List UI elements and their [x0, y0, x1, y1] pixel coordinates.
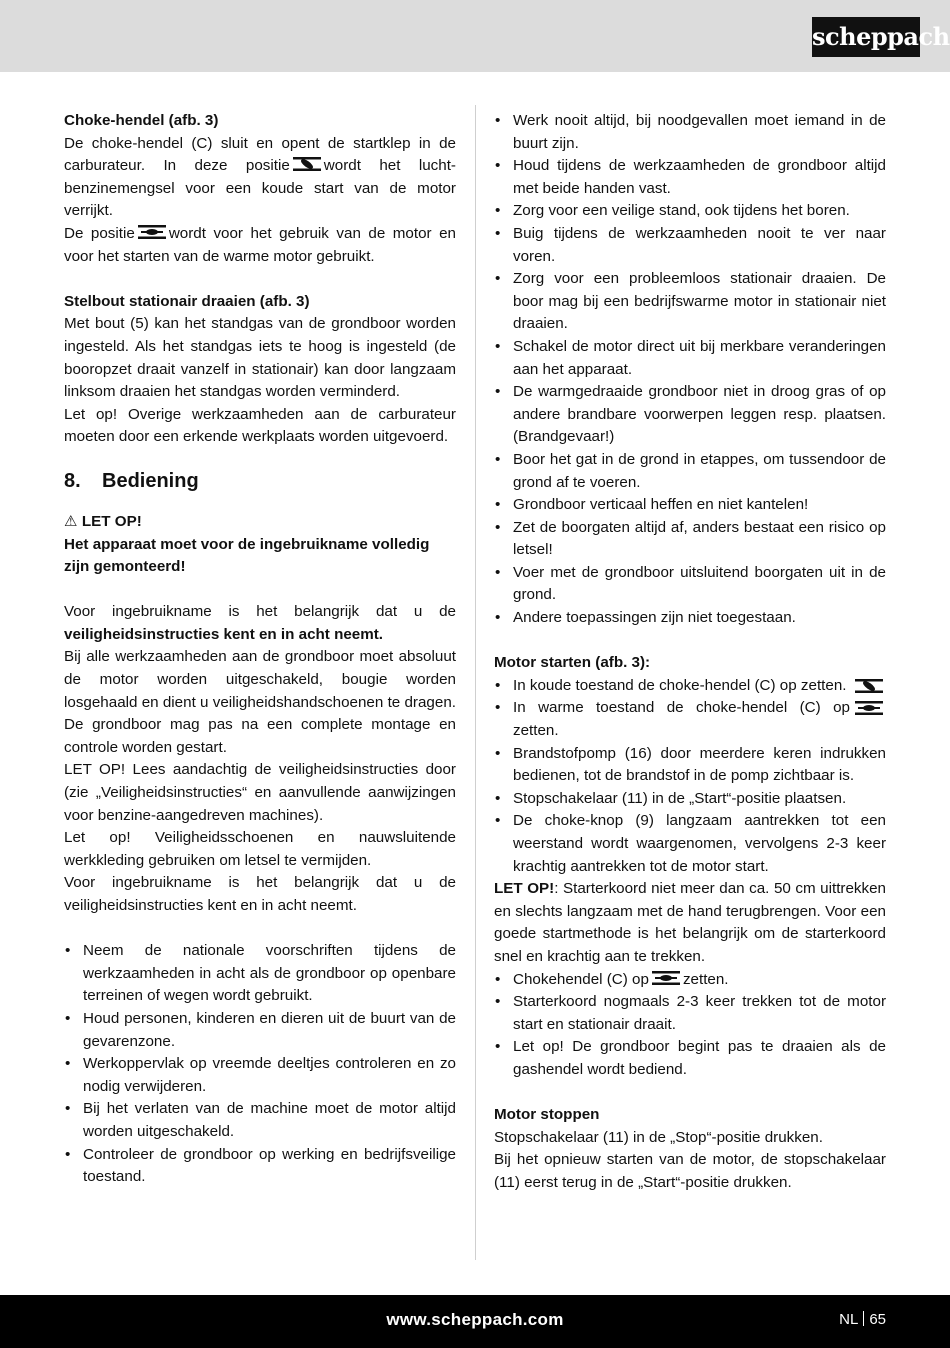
list-item: • Let op! De grondboor begint pas te draaien als de gashendel wordt bediend. [494, 1036, 886, 1081]
idle-screw-paragraph: Met bout (5) kan het standgas van de grondboor worden ingesteld. Als het standgas iets te hoog is ingesteld (de booropzet draait vanzelf in stationair) kan door langzaam linksom draaien het standgas worden verminderd. [64, 315, 456, 401]
footer-url: www.scheppach.com [386, 1310, 564, 1329]
list-item: • Stopschakelaar (11) in de „Start“-positie plaatsen. [494, 788, 886, 811]
list-item: • Neem de nationale voorschriften tijdens de werkzaamheden in acht als de grondboor op openbare terreinen of wegen wordt gebruikt. [64, 940, 456, 1008]
list-item: • Voer met de grondboor uitsluitend boorgaten uit in de grond. [494, 562, 886, 607]
warning-triangle-icon: ⚠ [64, 512, 78, 530]
right-bullet-list [494, 110, 886, 630]
column-divider [475, 105, 476, 1260]
list-item: • Zorg voor een probleemloos stationair draaien. De boor mag bij een bedrijfswarme motor in stationair niet draaien. [494, 268, 886, 336]
intro2-paragraph: Voor ingebruikname is het belangrijk dat u de veiligheidsinstructies kent en in acht neemt. [64, 874, 456, 914]
warning-heading: ⚠ LET OP! [64, 512, 142, 530]
start-list [494, 675, 886, 878]
choke-closed-icon [855, 678, 883, 694]
header-bar [0, 0, 950, 72]
page-number: NL 65 [839, 1311, 886, 1328]
start-heading: Motor starten (afb. 3): [494, 654, 651, 672]
list-item: • Schakel de motor direct uit bij merkbare veranderingen aan het apparaat. [494, 336, 886, 381]
stop-paragraph-2: Bij het opnieuw starten van de motor, de stopschakelaar (11) eerst terug in de „Start“-positie drukken. [494, 1151, 886, 1191]
list-item: • Andere toepassingen zijn niet toegestaan. [494, 607, 886, 630]
section-heading: 8. Bediening [64, 469, 199, 492]
letop-paragraph: LET OP! Lees aandachtig de veiligheidsinstructies door (zie „Veiligheidsinstructies“ en aanvullende aanwijzingen voor benzine-aangedreven machines). [64, 761, 456, 824]
end-list [494, 969, 886, 1082]
list-item: • Buig tijdens de werkzaamheden nooit te ver naar voren. [494, 223, 886, 268]
choke-heading: Choke-hendel (afb. 3) [64, 112, 219, 129]
list-item: • Zet de boorgaten altijd af, anders bestaat een risico op letsel! [494, 517, 886, 562]
shoes-paragraph: Let op! Veiligheidsschoenen en nauwsluitende werkkleding gebruiken om letsel te vermijden. [64, 829, 456, 869]
list-item: • Brandstofpomp (16) door meerdere keren indrukken bedienen, tot de brandstof in de pomp zichtbaar is. [494, 743, 886, 788]
list-item: • In koude toestand de choke-hendel (C) op zetten. [494, 675, 886, 698]
list-item: • Boor het gat in de grond in etappes, om tussendoor de grond af te voeren. [494, 449, 886, 494]
list-item: • Houd tijdens de werkzaamheden de grondboor altijd met beide handen vast. [494, 155, 886, 200]
intro-paragraph: Voor ingebruikname is het belangrijk dat u de veiligheidsinstructies kent en in acht neemt. [64, 603, 456, 643]
list-item: • Werkoppervlak op vreemde deeltjes controleren en zo nodig verwijderen. [64, 1053, 456, 1098]
choke-open-icon [855, 700, 883, 716]
stop-paragraph-1: Stopschakelaar (11) in de „Stop“-positie drukken. [494, 1128, 823, 1146]
idle-screw-note: Let op! Overige werkzaamheden aan de carburateur moeten door een erkende werkplaats worden uitgevoerd. [64, 405, 456, 446]
choke-paragraph-2: De positie wordt voor het gebruik van de motor en voor het starten van de warme motor gebruikt. [64, 224, 456, 265]
list-item: • Zorg voor een veilige stand, ook tijdens het boren. [494, 200, 886, 223]
list-item: • Werk nooit altijd, bij noodgevallen moet iemand in de buurt zijn. [494, 110, 886, 155]
list-item: • Bij het verlaten van de machine moet de motor altijd worden uitgeschakeld. [64, 1098, 456, 1143]
list-item: • Starterkoord nogmaals 2-3 keer trekken tot de motor start en stationair draait. [494, 991, 886, 1036]
right-column [494, 110, 886, 1195]
idle-screw-heading: Stelbout stationair draaien (afb. 3) [64, 292, 310, 310]
left-bullet-list [64, 940, 456, 1189]
choke-open-icon [652, 970, 680, 986]
letop-start-paragraph: LET OP!: Starterkoord niet meer dan ca. 50 cm uittrekken en slechts langzaam met de hand terugbrengen. Voor een goede startmethode is het belangrijk om de starterkoord snel en krachtig aan te trekken. [494, 880, 887, 965]
list-item: • In warme toestand de choke-hendel (C) op zetten. [494, 697, 886, 742]
list-item: • De choke-knop (9) langzaam aantrekken tot een weerstand wordt waargenomen, vervolgens 2-3 keer krachtig aantrekken tot de motor start. [494, 810, 886, 878]
choke-open-icon [138, 224, 166, 240]
list-item: • Controleer de grondboor op werking en bedrijfsveilige toestand. [64, 1144, 456, 1189]
warning-text: Het apparaat moet voor de ingebruikname volledig zijn gemonteerd! [64, 535, 430, 576]
list-item: • Chokehendel (C) op zetten. [494, 969, 886, 992]
scheppach-logo: scheppach [812, 17, 920, 57]
list-item: • Houd personen, kinderen en dieren uit de buurt van de gevarenzone. [64, 1008, 456, 1053]
choke-paragraph-1: De choke-hendel (C) sluit en opent de startklep in de carburateur. In deze positie wordt het lucht-benzinemengsel voor een koude start van de motor verrijkt. [64, 134, 456, 220]
choke-closed-icon [293, 156, 321, 172]
footer-bar [0, 1295, 950, 1348]
stop-heading: Motor stoppen [494, 1106, 600, 1124]
list-item: • De warmgedraaide grondboor niet in droog gras of op andere brandbare voorwerpen leggen resp. plaatsen. (Brandgevaar!) [494, 381, 886, 449]
left-column [64, 110, 456, 1189]
work-paragraph: Bij alle werkzaamheden aan de grondboor moet absoluut de motor worden uitgeschakeld, bougie worden losgehaald en dient u veiligheidshandschoenen te dragen. De grondboor mag pas na een complete montage en controle worden gestart. [64, 648, 456, 756]
list-item: • Grondboor verticaal heffen en niet kantelen! [494, 494, 886, 517]
